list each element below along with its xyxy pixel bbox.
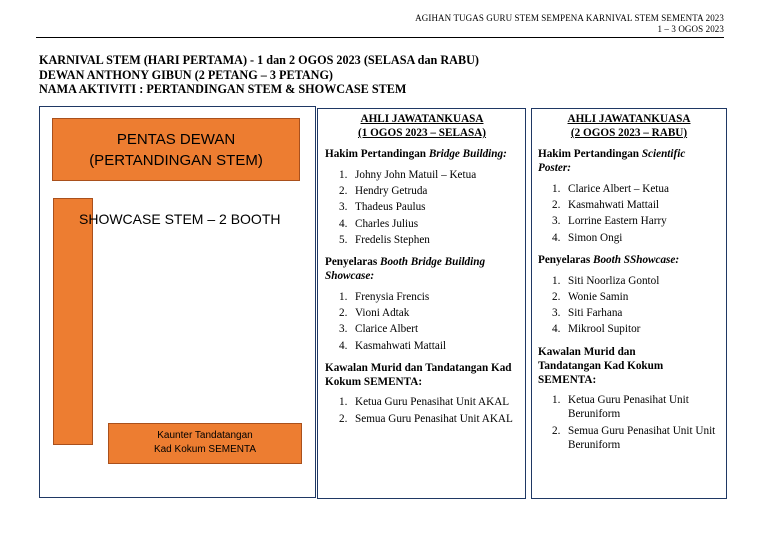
list-item: 1. Clarice Albert – Ketua (552, 183, 669, 195)
list-item: 4. Kasmahwati Mattail (339, 339, 447, 352)
list-item: 3. Thadeus Paulus (339, 201, 426, 214)
coordinators-list (538, 273, 720, 338)
list-item: 4. Mikrool Supitor (552, 323, 641, 336)
showcase-booth-label: SHOWCASE STEM – 2 BOOTH (79, 211, 281, 227)
list-item: 3. Lorrine Eastern Harry (552, 215, 667, 228)
panel-date: (2 OGOS 2023 – RABU) (570, 127, 688, 139)
stage-sublabel: (PERTANDINGAN STEM) (89, 152, 263, 169)
list-item: 3. Siti Farhana (552, 307, 623, 320)
committee-panel-day1 (317, 108, 526, 499)
student-control-list (325, 395, 519, 426)
list-item: 1. Frenysia Frencis (339, 291, 430, 304)
list-item: 1. Ketua Guru Penasihat Unit Beruniform (552, 393, 689, 420)
section-judges: Hakim Pertandingan Bridge Building: (325, 148, 507, 160)
panel-heading: AHLI JAWATANKUASA (567, 113, 691, 125)
showcase-booth-block (53, 198, 93, 445)
signature-counter-block (108, 423, 302, 464)
stage-block (52, 118, 300, 181)
list-item: 4. Simon Ongi (552, 231, 623, 244)
list-item: 1. Ketua Guru Penasihat Unit AKAL (339, 395, 510, 408)
list-item: 2. Kasmahwati Mattail (552, 199, 660, 212)
list-item: 4. Charles Julius (339, 217, 419, 230)
list-item: 2. Semua Guru Penasihat Unit AKAL (339, 412, 513, 425)
page-header (415, 13, 724, 35)
header-date: 1 – 3 OGOS 2023 (657, 24, 724, 34)
judges-list (325, 167, 519, 248)
counter-label-line1: Kaunter Tandatangan (157, 430, 253, 441)
list-item: 2. Semua Guru Penasihat Unit Unit Beruniform (552, 424, 716, 451)
section-judges: Hakim Pertandingan Scientific Poster: (538, 148, 686, 174)
list-item: 2. Vioni Adtak (339, 307, 410, 320)
committee-panel-day2 (531, 108, 727, 499)
section-coordinators: Penyelaras Booth SShowcase: (538, 253, 680, 266)
coordinators-list (325, 289, 519, 354)
title-block (39, 53, 479, 97)
panel-heading: AHLI JAWATANKUASA (360, 113, 484, 125)
list-item: 1. Siti Noorliza Gontol (552, 274, 660, 287)
section-student-control: Kawalan Murid dan Tandatangan Kad Kokum SEMENTA: (325, 361, 512, 388)
panel-date: (1 OGOS 2023 – SELASA) (357, 127, 487, 139)
section-coordinators: Penyelaras Booth Bridge Building Showcase: (325, 256, 486, 283)
student-control-list (538, 393, 720, 452)
stage-label: PENTAS DEWAN (116, 131, 236, 148)
venue-line: DEWAN ANTHONY GIBUN (2 PETANG – 3 PETANG) (39, 67, 333, 82)
activity-line: NAMA AKTIVITI : PERTANDINGAN STEM & SHOWCASE STEM (39, 82, 407, 96)
list-item: 2. Hendry Getruda (339, 185, 428, 198)
event-title: KARNIVAL STEM (HARI PERTAMA) - 1 dan 2 OGOS 2023 (SELASA dan RABU) (39, 53, 479, 67)
list-item: 5. Fredelis Stephen (339, 233, 430, 246)
header-divider (36, 37, 724, 38)
list-item: 3. Clarice Albert (339, 323, 419, 336)
judges-list (538, 181, 720, 246)
header-title: AGIHAN TUGAS GURU STEM SEMPENA KARNIVAL STEM SEMENTA 2023 (415, 13, 724, 23)
counter-label-line2: Kad Kokum SEMENTA (153, 444, 257, 455)
list-item: 1. Johny John Matuil – Ketua (339, 169, 477, 181)
list-item: 2. Wonie Samin (552, 291, 629, 304)
section-student-control: Kawalan Murid dan Tandatangan Kad Kokum SEMENTA: (538, 345, 664, 386)
